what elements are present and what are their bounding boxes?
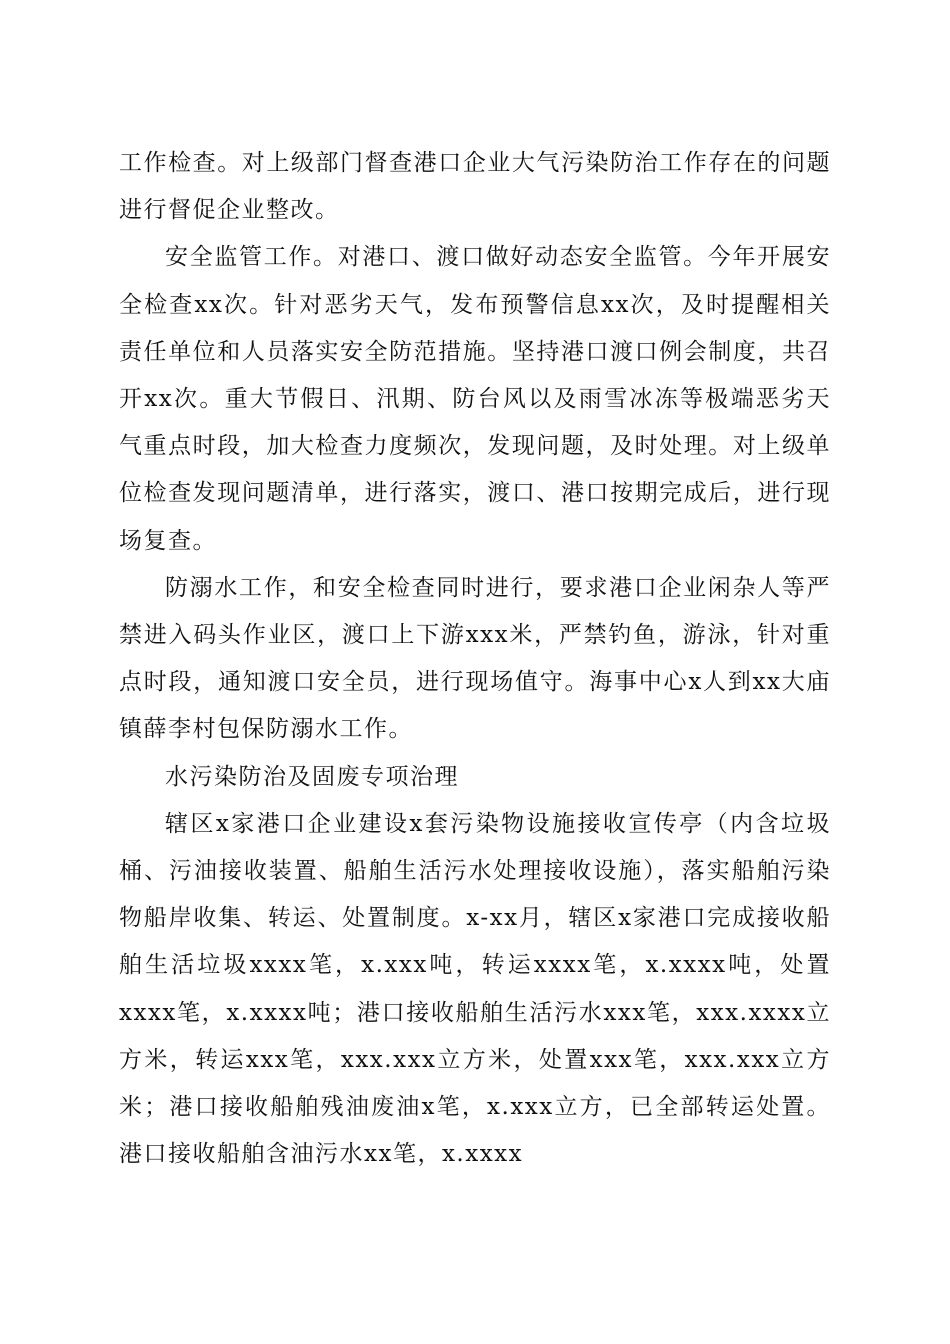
paragraph-inspection-followup: 工作检查。对上级部门督查港口企业大气污染防治工作存在的问题进行督促企业整改。 xyxy=(119,150,831,224)
paragraph-pollution-receiving: 辖区x家港口企业建设x套污染物设施接收宣传亭（内含垃圾桶、污油接收装置、船舶生活污水处理接收设施），落实船舶污染物船岸收集、转运、处置制度。x-xx月，辖区x家港口完成接收船舶生活垃圾xxxx笔，x.xxx吨，转运xxxx笔，x.xxxx吨，处置xxxx笔，x.xxxx吨；港口接收船舶生活污水xxx笔，xxx.xxxx立方米，转运xxx笔，xxx.xxx立方米，处置xxx笔，xxx.xxx立方米；港口接收船舶残油废油x笔，x.xxx立方，已全部转运处置。港口接收船舶含油污水xx笔，x.xxxx xyxy=(119,810,831,1168)
document-body xyxy=(119,140,831,1178)
paragraph-drowning-prevention: 防溺水工作，和安全检查同时进行，要求港口企业闲杂人等严禁进入码头作业区，渡口上下游xxx米，严禁钓鱼，游泳，针对重点时段，通知渡口安全员，进行现场值守。海事中心x人到xx大庙镇薛李村包保防溺水工作。 xyxy=(119,574,831,743)
paragraph-safety-supervision: 安全监管工作。对港口、渡口做好动态安全监管。今年开展安全检查xx次。针对恶劣天气，发布预警信息xx次，及时提醒相关责任单位和人员落实安全防范措施。坚持港口渡口例会制度，共召开xx次。重大节假日、汛期、防台风以及雨雪冰冻等极端恶劣天气重点时段，加大检查力度频次，发现问题，及时处理。对上级单位检查发现问题清单，进行落实，渡口、港口按期完成后，进行现场复查。 xyxy=(119,244,831,554)
section-heading-water-pollution: 水污染防治及固废专项治理 xyxy=(165,763,459,790)
